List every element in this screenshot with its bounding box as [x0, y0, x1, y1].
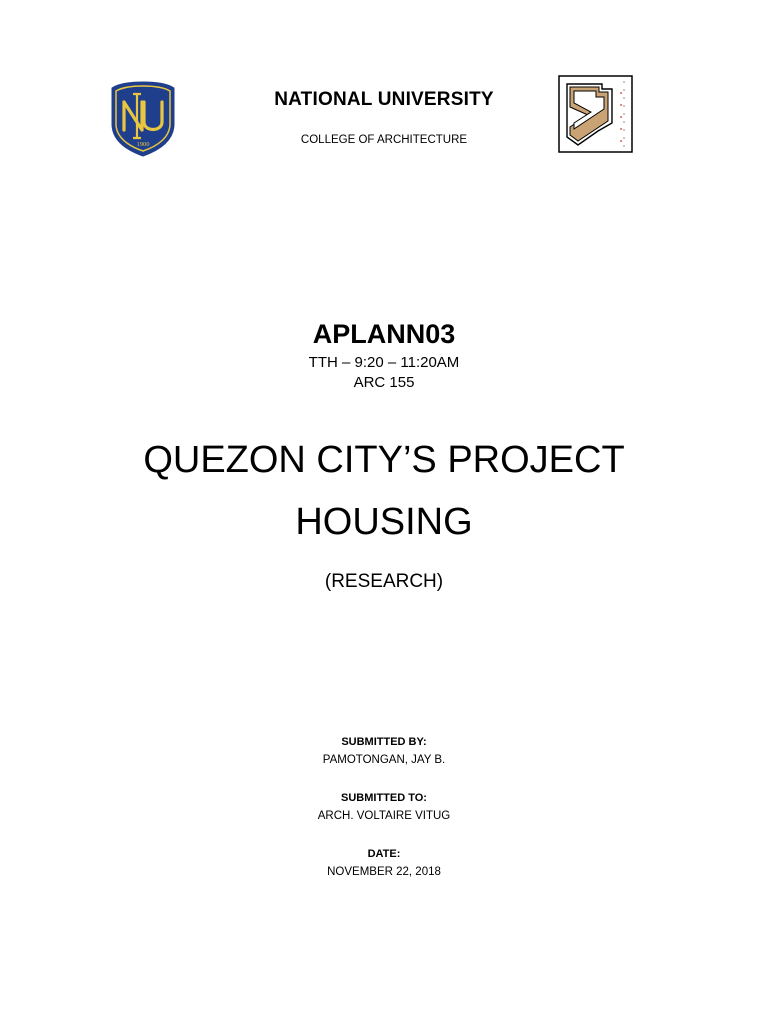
document-title-line-1: QUEZON CITY’S PROJECT	[143, 439, 625, 481]
submitted-to-label: SUBMITTED TO:	[341, 792, 427, 804]
college-name: COLLEGE OF ARCHITECTURE	[300, 134, 468, 146]
submitted-by-label: SUBMITTED BY:	[341, 736, 427, 748]
university-name: NATIONAL UNIVERSITY	[274, 89, 494, 110]
seal-year: 1900	[136, 141, 150, 148]
course-code: APLANN03	[312, 319, 456, 349]
course-room: ARC 155	[353, 374, 415, 391]
submitted-by-value: PAMOTONGAN, JAY B.	[322, 754, 446, 766]
course-schedule: TTH – 9:20 – 11:20AM	[308, 354, 460, 371]
date-label: DATE:	[367, 848, 401, 860]
document-subtitle: (RESEARCH)	[324, 571, 444, 592]
date-value: NOVEMBER 22, 2018	[327, 866, 441, 878]
document-title-line-2: HOUSING	[295, 501, 473, 543]
submitted-to-value: ARCH. VOLTAIRE VITUG	[317, 810, 451, 822]
